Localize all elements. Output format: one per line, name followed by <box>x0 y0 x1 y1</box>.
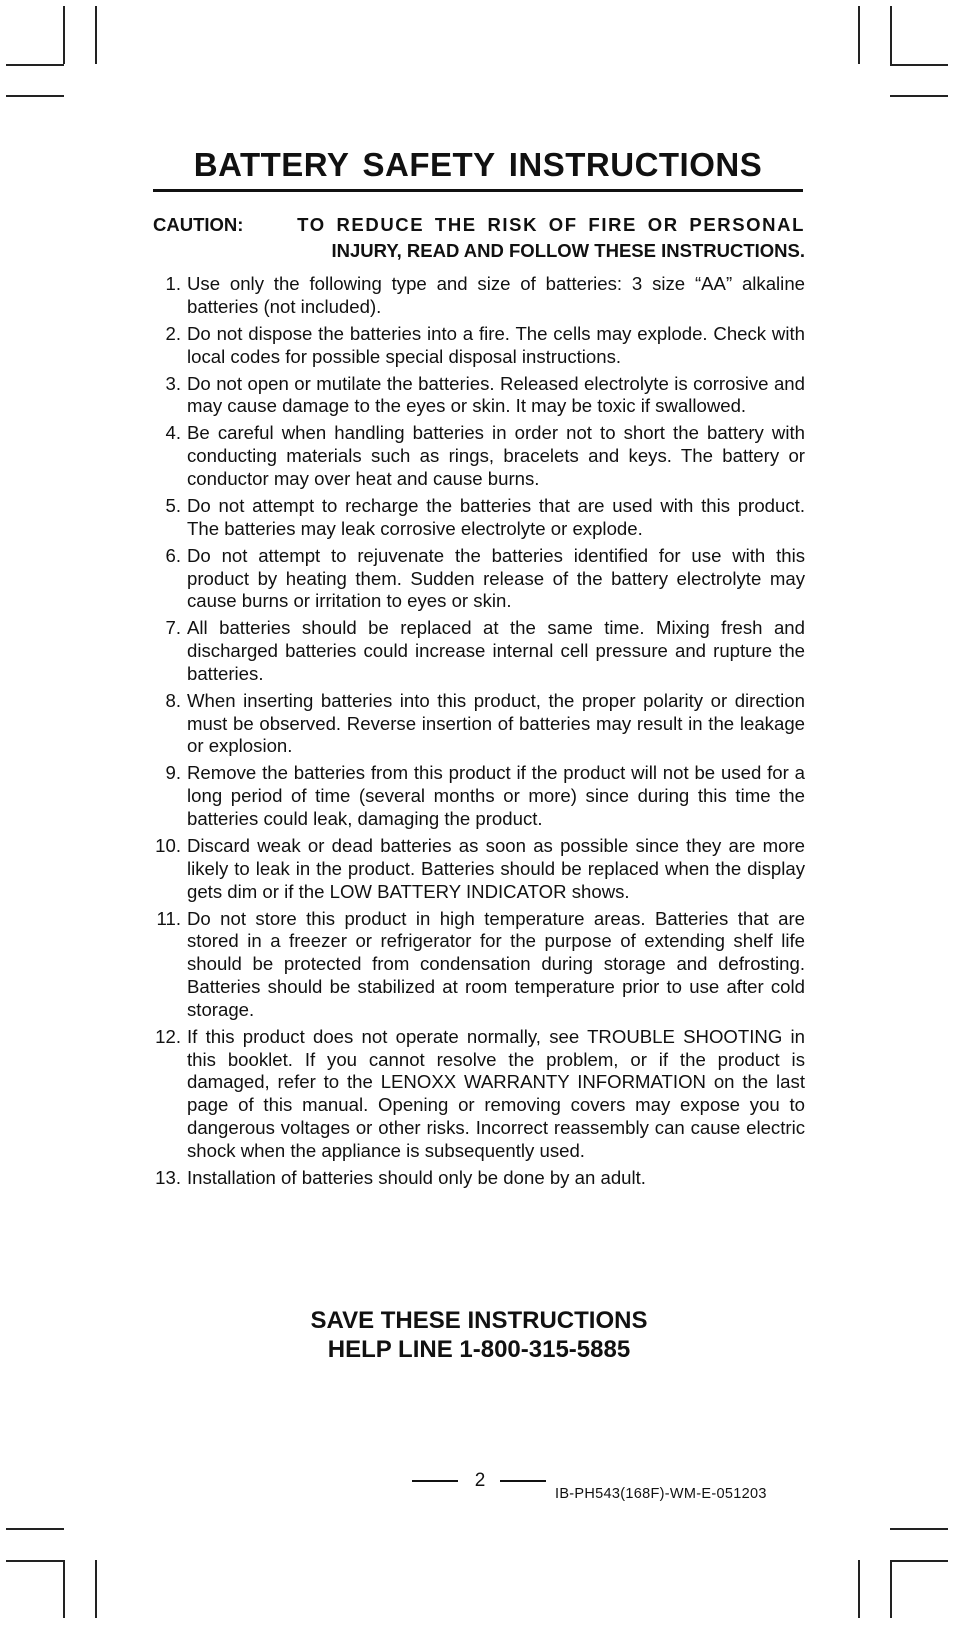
list-item <box>153 1167 805 1190</box>
list-item <box>153 908 805 1022</box>
crop-mark <box>890 64 948 66</box>
page-number: 2 <box>474 1470 486 1491</box>
item-number: 2. <box>165 322 181 344</box>
crop-mark <box>6 1528 64 1530</box>
item-text: Do not attempt to rejuvenate the batteries identified for use with this product by heating them. Sudden release of the battery electrolyte may cause burns or irritation to eyes or skin. <box>187 544 805 612</box>
list-item <box>153 422 805 490</box>
list-item <box>153 835 805 903</box>
item-number: 11. <box>156 907 181 929</box>
crop-mark <box>95 6 97 64</box>
item-number: 8. <box>165 689 181 711</box>
list-item <box>153 323 805 369</box>
list-item <box>153 762 805 830</box>
list-item <box>153 495 805 541</box>
item-text: Use only the following type and size of batteries: 3 size “AA” alkaline batteries (not included). <box>187 273 805 317</box>
crop-mark <box>890 1528 948 1530</box>
item-number: 9. <box>165 762 181 784</box>
item-text: Do not dispose the batteries into a fire. The cells may explode. Check with local codes for possible special disposal instructions. <box>187 322 805 367</box>
crop-mark <box>890 1560 948 1562</box>
crop-mark <box>858 1560 860 1618</box>
item-text: Be careful when handling batteries in order not to short the battery with conducting materials such as rings, bracelets and keys. The battery or conductor may over heat and cause burns. <box>187 422 805 489</box>
item-number: 7. <box>165 617 181 639</box>
caution-label: CAUTION: <box>153 214 244 235</box>
list-item <box>153 373 805 419</box>
crop-mark <box>890 6 892 64</box>
footer-dash-left <box>412 1480 458 1482</box>
closing-block <box>153 1306 805 1364</box>
crop-mark <box>858 6 860 64</box>
document-code: IB-PH543(168F)-WM-E-051203 <box>555 1486 767 1502</box>
item-number: 1. <box>165 273 181 294</box>
item-text: All batteries should be replaced at the same time. Mixing fresh and discharged batteries could increase internal cell pressure and rupture the batteries. <box>187 617 805 684</box>
crop-mark <box>95 1560 97 1618</box>
item-number: 12. <box>155 1025 181 1047</box>
item-number: 6. <box>165 544 181 566</box>
list-item <box>153 1026 805 1163</box>
page-title: BATTERY SAFETY INSTRUCTIONS <box>193 146 763 183</box>
caution-line-2: INJURY, READ AND FOLLOW THESE INSTRUCTIONS. <box>331 240 805 261</box>
item-text: Do not store this product in high temperature areas. Batteries that are stored in a freezer or refrigerator for the purpose of extending shelf life should be protected from condensation during storage and defrosting. Batteries should be stabilized at room temperature prior to use after cold storage. <box>187 907 805 1020</box>
caution-block <box>153 212 805 264</box>
crop-mark <box>6 95 64 97</box>
crop-mark <box>63 1560 65 1618</box>
item-text: When inserting batteries into this product, the proper polarity or direction must be observed. Reverse insertion of batteries may result in the leakage or explosion. <box>187 689 805 757</box>
crop-mark <box>6 1560 64 1562</box>
instruction-list <box>153 273 805 1194</box>
crop-mark <box>890 1560 892 1618</box>
list-item <box>153 545 805 613</box>
item-text: Do not open or mutilate the batteries. Released electrolyte is corrosive and may cause damage to the eyes or skin. It may be toxic if swallowed. <box>187 372 805 417</box>
crop-mark <box>63 6 65 64</box>
item-number: 3. <box>165 372 181 394</box>
crop-mark <box>6 64 64 66</box>
help-line: HELP LINE 1-800-315-5885 <box>327 1336 631 1363</box>
title-underline <box>153 189 803 192</box>
item-text: Installation of batteries should only be done by an adult. <box>187 1166 646 1188</box>
item-text: Remove the batteries from this product if the product will not be used for a long period of time (several months or more) since during this time the batteries could leak, damaging the product. <box>187 762 805 830</box>
item-text: Discard weak or dead batteries as soon as possible since they are more likely to leak in the product. Batteries should be replaced when the display gets dim or if the LOW BATTERY INDICATOR shows. <box>187 835 805 902</box>
item-text: If this product does not operate normally, see TROUBLE SHOOTING in this booklet. If you cannot resolve the problem, or if the product is damaged, refer to the LENOXX WARRANTY INFORMATION on the last page of this manual. Opening or removing covers may expose you to dangerous voltages or other risks. Incorrect reassembly can cause electric shock when the appliance is subsequently used. <box>187 1025 805 1161</box>
item-number: 5. <box>165 494 181 516</box>
caution-line-1: TO REDUCE THE RISK OF FIRE OR PERSONAL <box>297 214 805 235</box>
list-item <box>153 617 805 685</box>
crop-mark <box>890 95 948 97</box>
caution-text <box>268 212 805 264</box>
list-item <box>153 273 805 319</box>
list-item <box>153 690 805 758</box>
item-number: 4. <box>165 422 181 444</box>
item-number: 13. <box>155 1166 181 1188</box>
item-text: Do not attempt to recharge the batteries that are used with this product. The batteries may leak corrosive electrolyte or explode. <box>187 494 805 539</box>
save-instructions-heading: SAVE THESE INSTRUCTIONS <box>310 1307 648 1334</box>
footer-dash-right <box>500 1480 546 1482</box>
item-number: 10. <box>155 835 181 857</box>
